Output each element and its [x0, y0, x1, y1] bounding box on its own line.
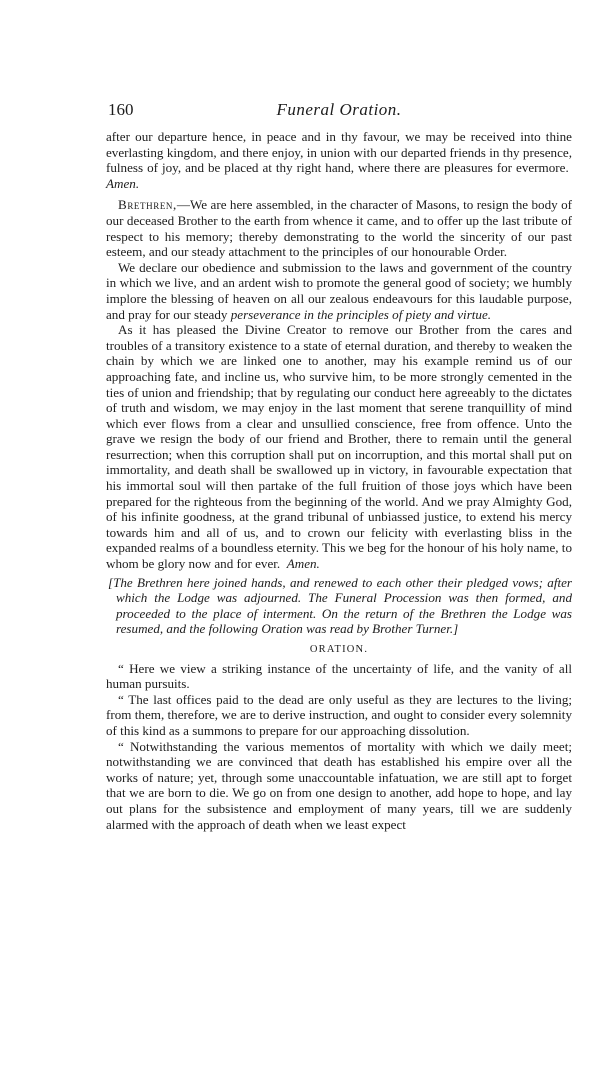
oration-paragraph: “ Here we view a striking instance of the uncertainty of life, and the vanity of all human pursuits.	[106, 660, 572, 692]
amen-text: Amen.	[286, 556, 320, 572]
address-paragraph	[106, 197, 572, 259]
prayer-ending-paragraph	[106, 129, 572, 191]
oration-paragraph: “ The last offices paid to the dead are only useful as they are lectures to the living; from them, therefore, we are to derive instruction, and ought to consider every solemnity of this kind as a summons to prepare for our approaching dissolution.	[106, 691, 572, 738]
prayer-ending-text: after our departure hence, in peace and in thy favour, we may be received into thine everlasting kingdom, and there enjoy, in union with our departed friends in thy presence, fulness of joy, and be placed at thy right hand, where there are pleasures for evermore.	[106, 129, 572, 176]
address-text: —We are here assembled, in the character of Masons, to resign the body of our deceased Brother to the earth from whence it came, and to offer up the last tribute of respect to his memory; thereby demonstrating to the world the sincerity of our past esteem, and our steady attachment to the principles of our honourable Order.	[106, 197, 572, 260]
address-salutation: Brethren,	[118, 197, 177, 213]
committal-paragraph	[106, 322, 572, 572]
page-body	[106, 129, 572, 832]
declaration-italic-text: perseverance in the principles of piety and virtue.	[230, 306, 492, 322]
declaration-text: We declare our obedience and submission to the laws and government of the country in which we live, and an ardent wish to promote the general good of society; we humbly implore the blessing of heaven on all our zealous endeavours for this laudable purpose, and pray for our steady	[106, 259, 572, 322]
stage-direction: [The Brethren here joined hands, and renewed to each other their pledged vows; after which the Lodge was adjourned. The Funeral Procession was then formed, and proceeded to the place of interment. On the return of the Brethren the Lodge was resumed, and the following Oration was read by Brother Turner.]	[108, 574, 572, 637]
oration-paragraph: “ Notwithstanding the various mementos of mortality with which we daily meet; notwithstanding we are convinced that death has established his empire over all the works of nature; yet, through some unaccountable infatuation, we are still apt to forget that we are born to die. We go on from one design to another, add hope to hope, and lay out plans for the subsistence and employment of many years, till we are suddenly alarmed with the approach of death when we least expect	[106, 738, 572, 832]
page-header	[108, 100, 570, 124]
committal-text: As it has pleased the Divine Creator to remove our Brother from the cares and troubles of a transitory existence to a state of eternal duration, and thereby to weaken the chain by which we are linked one to another, may his example remind us of our approaching fate, and incline us, who survive him, to be more strongly cemented in the ties of union and friendship; that by regulating our conduct here agreeably to the dictates of truth and wisdom, we may enjoy in the last moment that serene tranquillity of mind which ever flows from a clear and unsullied conscience, free from offence. Unto the grave we resign the body of our friend and Brother, there to remain until the general resurrection; when this corruption shall put on incorruption, and this mortal shall put on immortality, and death shall be swallowed up in victory, in favourable expectation that his immortal soul will then partake of the full fruition of those joys which have been prepared for the righteous from the beginning of the world. And we pray Almighty God, of his infinite goodness, at the grand tribunal of unbiassed justice, to extend his mercy towards him and all of us, and to crown our felicity with everlasting bliss in the expanded realms of a boundless eternity. This we beg for the honour of his holy name, to whom be glory now and for ever.	[106, 322, 572, 572]
declaration-paragraph	[106, 260, 572, 322]
page-number: 160	[108, 100, 134, 119]
running-title: Funeral Oration.	[276, 100, 402, 119]
amen-text: Amen.	[106, 175, 140, 191]
oration-heading: ORATION.	[309, 644, 369, 655]
